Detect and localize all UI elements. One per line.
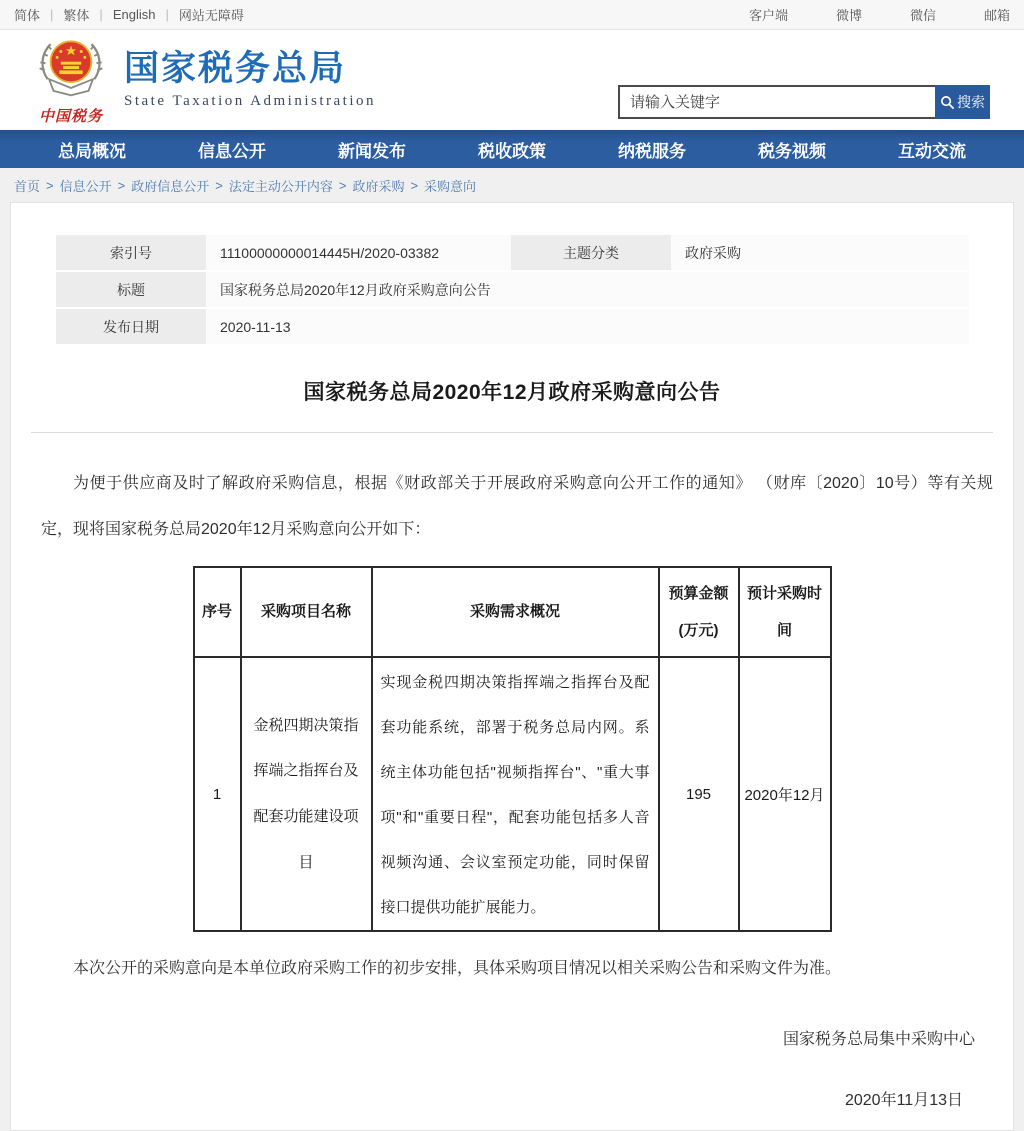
intro-paragraph: 为便于供应商及时了解政府采购信息，根据《财政部关于开展政府采购意向公开工作的通知》 （财库〔2020〕10号）等有关规定，现将国家税务总局2020年12月采购意向公开如下： xyxy=(41,475,993,538)
meta-row-date xyxy=(56,309,969,346)
row-requirement: 实现金税四期决策指挥端之指挥台及配套功能系统，部署于税务总局内网。系统主体功能包括"视频指挥台"、"重大事项"和"重要日程"，配套功能包括多人音视频沟通、会议室预定功能，同时保留接口提供功能扩展能力。 xyxy=(372,657,659,931)
breadcrumb-separator: > xyxy=(410,177,419,193)
nav-item-overview[interactable]: 总局概况 xyxy=(58,141,126,161)
search-icon xyxy=(940,95,955,110)
link-english[interactable]: English xyxy=(112,7,156,22)
row-time: 2020年12月 xyxy=(739,657,831,931)
header-budget-line1: 预算金额 xyxy=(668,584,729,602)
breadcrumb-separator: > xyxy=(46,177,54,193)
header-requirement: 采购需求概况 xyxy=(372,567,659,657)
nav-item-tax-services[interactable]: 纳税服务 xyxy=(618,141,686,161)
link-mailbox[interactable]: 邮箱 xyxy=(983,8,1010,23)
site-logo[interactable] xyxy=(26,34,116,126)
procurement-header-row xyxy=(194,567,831,657)
search-input[interactable] xyxy=(618,85,935,119)
meta-index-value: 11100000000014445H/2020-03382 xyxy=(206,235,511,272)
divider: | xyxy=(165,7,169,22)
search-button-label: 搜索 xyxy=(957,94,985,110)
nav-item-news[interactable]: 新闻发布 xyxy=(338,141,406,161)
header-budget xyxy=(659,567,739,657)
site-header xyxy=(0,30,1024,130)
tax-emblem-icon xyxy=(34,34,108,104)
site-name-chinese: 国家税务总局 xyxy=(124,49,347,89)
divider: | xyxy=(99,7,103,22)
meta-category-label: 主题分类 xyxy=(511,235,671,272)
divider: | xyxy=(50,7,54,22)
nav-item-interaction[interactable]: 互动交流 xyxy=(898,141,966,161)
signature-org: 国家税务总局集中采购中心 xyxy=(782,1030,975,1048)
main-nav xyxy=(0,130,1024,168)
breadcrumb-info-disclosure[interactable]: 信息公开 xyxy=(59,178,112,194)
breadcrumb-gov-info[interactable]: 政府信息公开 xyxy=(131,178,210,194)
header-no: 序号 xyxy=(194,567,241,657)
language-links xyxy=(14,5,254,24)
nav-item-tax-policy[interactable]: 税收政策 xyxy=(478,141,546,161)
header-project-name: 采购项目名称 xyxy=(241,567,372,657)
link-accessibility[interactable]: 网站无障碍 xyxy=(178,8,244,23)
breadcrumb-home[interactable]: 首页 xyxy=(14,178,41,194)
procurement-table xyxy=(193,566,832,932)
meta-date-value: 2020-11-13 xyxy=(206,309,969,346)
search-button[interactable] xyxy=(935,85,990,119)
nav-item-tax-video[interactable]: 税务视频 xyxy=(758,141,826,161)
site-name-english: State Taxation Administration xyxy=(124,92,376,109)
breadcrumb-separator: > xyxy=(215,177,223,193)
breadcrumb-separator: > xyxy=(338,177,347,193)
table-row xyxy=(194,657,831,931)
signature-date: 2020年11月13日 xyxy=(844,1091,963,1109)
closing-paragraph: 本次公开的采购意向是本单位政府采购工作的初步安排，具体采购项目情况以相关采购公告和采购文件为准。 xyxy=(73,960,842,978)
search-bar xyxy=(618,85,990,119)
meta-index-label: 索引号 xyxy=(56,235,206,272)
row-project-name: 金税四期决策指挥端之指挥台及配套功能建设项目 xyxy=(241,657,372,931)
breadcrumb-gov-procurement[interactable]: 政府采购 xyxy=(352,178,405,194)
row-no: 1 xyxy=(194,657,241,931)
logo-seal-text: 中国税务 xyxy=(38,109,103,125)
meta-category-value: 政府采购 xyxy=(671,235,969,272)
meta-row-title xyxy=(56,272,969,309)
title-divider xyxy=(31,432,993,433)
breadcrumb-separator: > xyxy=(117,177,126,193)
breadcrumb xyxy=(0,168,1024,202)
link-simplified-chinese[interactable]: 简体 xyxy=(14,8,41,23)
page-title: 国家税务总局2020年12月政府采购意向公告 xyxy=(303,381,721,404)
link-client-app[interactable]: 客户端 xyxy=(748,8,788,23)
breadcrumb-procurement-intent[interactable]: 采购意向 xyxy=(424,178,477,194)
site-title-block xyxy=(124,50,376,110)
meta-date-label: 发布日期 xyxy=(56,309,206,346)
document-meta-table xyxy=(56,235,969,346)
link-weibo[interactable]: 微博 xyxy=(835,8,862,23)
meta-title-value: 国家税务总局2020年12月政府采购意向公告 xyxy=(206,272,969,309)
quick-links xyxy=(701,5,1010,24)
header-time: 预计采购时间 xyxy=(739,567,831,657)
row-budget: 195 xyxy=(659,657,739,931)
top-bar xyxy=(0,0,1024,30)
meta-row-index xyxy=(56,235,969,272)
breadcrumb-statutory-content[interactable]: 法定主动公开内容 xyxy=(228,178,333,194)
link-traditional-chinese[interactable]: 繁体 xyxy=(63,8,90,23)
content-panel xyxy=(10,202,1014,1131)
link-wechat[interactable]: 微信 xyxy=(909,8,936,23)
meta-title-label: 标题 xyxy=(56,272,206,309)
header-budget-line2: (万元) xyxy=(678,622,719,640)
nav-item-info-disclosure[interactable]: 信息公开 xyxy=(198,141,266,161)
